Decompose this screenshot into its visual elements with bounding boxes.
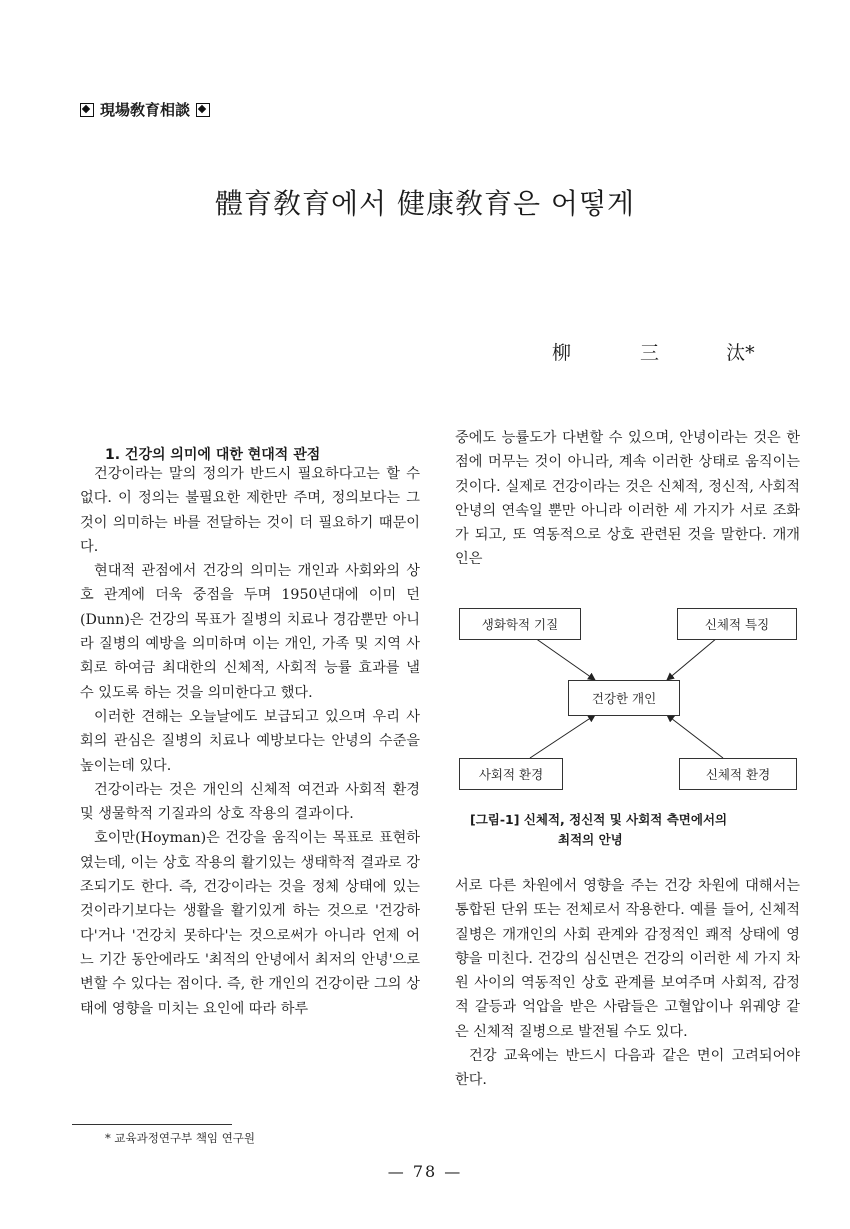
section-label-text: 現場敎育相談 (100, 101, 191, 119)
article-title: 體育敎育에서 健康敎育은 어떻게 (214, 187, 636, 220)
section-heading: 1. 건강의 의미에 대한 현대적 관점 (105, 447, 321, 463)
caption-line: [그림-1] 신체적, 정신적 및 사회적 측면에서의 (470, 812, 728, 827)
author-char: 三 (640, 342, 660, 364)
author-char: 柳 (552, 342, 572, 364)
box-biochemical: 생화학적 기질 (459, 608, 581, 640)
arrow (535, 638, 595, 680)
paragraph: 현대적 관점에서 건강의 의미는 개인과 사회와의 상호 관계에 더욱 중점을 두며 1950년대에 이미 던(Dunn)은 건강의 목표가 질병의 치료나 경감뿐만 아니라 질병의 예방을 의미하며 이는 개인, 가족 및 지역 사회로 하여금 최대한의 신체적, 사회적 능률 효과를 낼 수 있도록 하는 것을 의미한다고 했다. (80, 563, 420, 701)
author-name (552, 338, 755, 365)
paragraph: 호이만(Hoyman)은 건강을 움직이는 목표로 표현하였는데, 이는 상호 작용의 활기있는 생태학적 결과로 강조되기도 한다. 즉, 건강이라는 것을 정체 상태에 있는 것이라기보다는 생활을 활기있게 하는 것으로 '건강하다'거나 '건강치 못하다'는 것으로써가 아니라 언제 어느 기간 동안에라도 '최적의 안녕에서 최저의 안녕'으로 변할 수 있다는 점이다. 즉, 한 개인의 건강이란 그의 상태에 영향을 미치는 요인에 따라 하루 (80, 830, 420, 1017)
footnote-divider (72, 1124, 232, 1125)
arrow (667, 715, 723, 758)
arrow (667, 638, 717, 680)
right-column-bottom (455, 874, 800, 1093)
footnote: * 교육과정연구부 책임 연구원 (105, 1131, 256, 1145)
page-number: — 78 — (387, 1162, 463, 1181)
diamond-icon (80, 103, 94, 117)
left-column (80, 462, 420, 1021)
diamond-icon (196, 103, 210, 117)
arrow (530, 715, 595, 758)
paragraph: 건강이라는 것은 개인의 신체적 여건과 사회적 환경 및 생물학적 기질과의 상호 작용의 결과이다. (80, 781, 420, 823)
box-physical-environment: 신체적 환경 (679, 758, 797, 790)
section-label (80, 99, 210, 120)
health-diagram (455, 598, 800, 798)
paragraph: 서로 다른 차원에서 영향을 주는 건강 차원에 대해서는 통합된 단위 또는 전체로서 작용한다. 예를 들어, 신체적 질병은 개개인의 사회 관계와 감정적인 쾌적 상태에 영향을 미친다. 건강의 심신면은 건강의 이러한 세 가지 차원 사이의 역동적인 상호 관계를 보여주며 사회적, 감정적 갈등과 억압을 받은 사람들은 고혈압이나 위궤양 같은 신체적 질병으로 발전될 수도 있다. (455, 878, 800, 1040)
paragraph: 건강 교육에는 반드시 다음과 같은 면이 고려되어야 한다. (455, 1048, 800, 1089)
right-column-top (455, 426, 800, 572)
box-healthy-individual: 건강한 개인 (568, 680, 680, 716)
paragraph: 이러한 견해는 오늘날에도 보급되고 있으며 우리 사회의 관심은 질병의 치료나 예방보다는 안녕의 수준을 높이는데 있다. (80, 708, 420, 774)
paragraph: 중에도 능률도가 다변할 수 있으며, 안녕이라는 것은 한 점에 머무는 것이 아니라, 계속 이러한 상태로 움직이는 것이다. 실제로 건강이라는 것은 신체적, 정신적, 사회적 안녕의 연속일 뿐만 아니라 이러한 세 가지가 서로 조화가 되고, 또 역동적으로 상호 관련된 것을 말한다. 개개인은 (455, 430, 800, 568)
box-physical-traits: 신체적 특징 (677, 608, 797, 640)
box-social-environment: 사회적 환경 (459, 758, 563, 790)
figure-caption (470, 810, 727, 850)
caption-line: 최적의 안녕 (558, 832, 623, 847)
paragraph: 건강이라는 말의 정의가 반드시 필요하다고는 할 수 없다. 이 정의는 불필요한 제한만 주며, 정의보다는 그것이 의미하는 바를 전달하는 것이 더 필요하기 때문이다. (80, 466, 420, 555)
author-char: 汰* (726, 342, 755, 364)
